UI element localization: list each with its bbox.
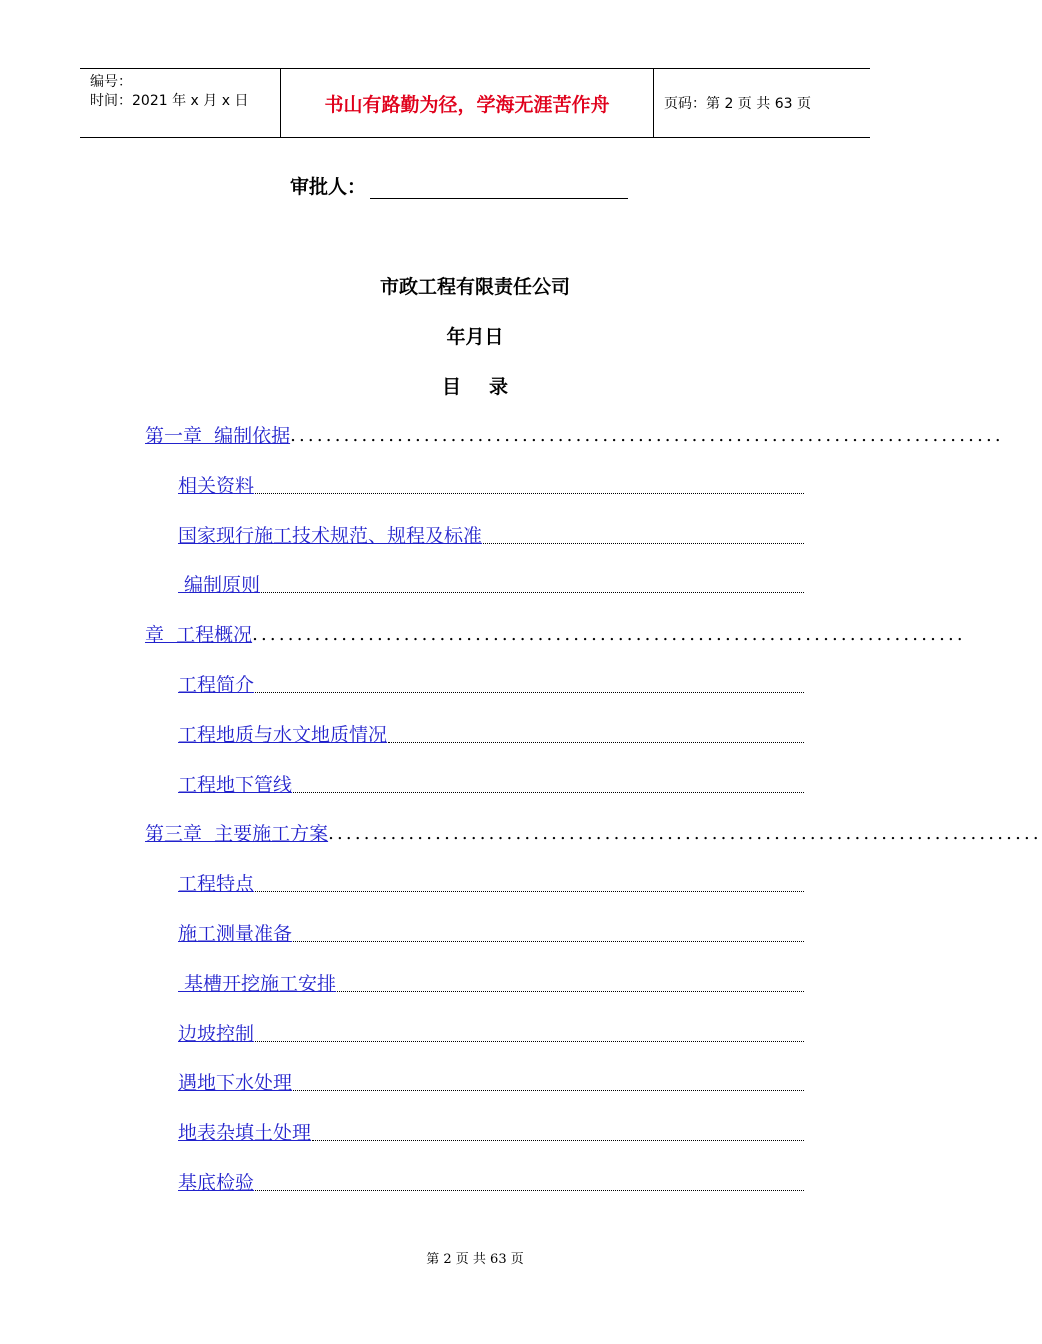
toc-item	[178, 966, 804, 996]
page-header	[80, 68, 870, 138]
toc-link[interactable]: 基槽开挖施工安排	[178, 972, 337, 995]
toc-item	[178, 1115, 804, 1145]
toc-link[interactable]: 遇地下水处理	[178, 1072, 293, 1095]
toc-item	[178, 866, 804, 896]
toc-item	[145, 617, 966, 647]
toc-dot-leader	[312, 1140, 804, 1141]
toc-item	[178, 567, 804, 597]
toc-item	[178, 767, 804, 797]
toc-title: 目录	[441, 376, 536, 398]
toc-link[interactable]: 基底检验	[178, 1172, 255, 1194]
toc-item	[178, 1165, 804, 1195]
toc-link[interactable]: 第三章 主要施工方案	[145, 823, 329, 846]
toc-link[interactable]: 边坡控制	[178, 1022, 255, 1045]
toc-item	[178, 916, 804, 946]
toc-dot-leader	[255, 493, 804, 494]
toc-item	[178, 1065, 804, 1095]
toc-link[interactable]: 第一章 编制依据	[145, 425, 291, 447]
toc-link[interactable]: 工程地质与水文地质情况	[178, 723, 388, 746]
toc-link[interactable]: 国家现行施工技术规范、规程及标准	[178, 524, 483, 547]
toc-link[interactable]: 工程特点	[178, 873, 255, 896]
toc-link[interactable]: 地表杂填土处理	[178, 1122, 312, 1145]
toc-link[interactable]: 相关资料	[178, 474, 255, 497]
toc-dot-leader	[255, 1041, 804, 1042]
toc-dot-leader	[388, 742, 804, 743]
toc-link[interactable]: 施工测量准备	[178, 923, 293, 945]
toc-dot-leader: ................................................................................	[328, 823, 1042, 845]
approver-label: 审批人：	[290, 176, 367, 198]
toc-dot-leader	[255, 1190, 804, 1191]
toc-dot-leader: ................................................................................	[290, 425, 1004, 446]
page-footer: 第 2 页 共 63 页	[426, 1252, 524, 1267]
toc-item	[145, 418, 1004, 448]
toc-link[interactable]: 编制原则	[178, 574, 261, 597]
toc-dot-leader	[483, 543, 804, 544]
doc-number-label: 编号：	[90, 74, 132, 90]
approver-signature-line	[370, 176, 628, 199]
header-motto: 书山有路勤为径，学海无涯苦作舟	[281, 69, 654, 137]
toc-item	[178, 518, 804, 548]
toc-dot-leader: ................................................................................	[252, 624, 966, 646]
toc-link[interactable]: 工程地下管线	[178, 773, 293, 796]
date-line: 年月日	[446, 326, 504, 348]
toc-link[interactable]: 工程简介	[178, 674, 255, 696]
toc-dot-leader	[255, 692, 804, 693]
toc-dot-leader	[255, 891, 804, 892]
toc-dot-leader	[337, 991, 804, 992]
toc-dot-leader	[293, 792, 804, 793]
toc-item	[178, 1016, 804, 1046]
header-page-info: 页码：第 2 页 共 63 页	[664, 96, 811, 112]
toc-link[interactable]: 章 工程概况	[145, 624, 253, 647]
toc-item	[178, 468, 804, 498]
toc-dot-leader	[293, 941, 804, 942]
toc-item	[178, 717, 804, 747]
doc-time-label: 时间：2021 年 x 月 x 日	[90, 93, 249, 109]
company-name: 市政工程有限责任公司	[379, 276, 570, 298]
approver-field	[290, 172, 628, 199]
toc-dot-leader	[293, 1090, 804, 1091]
header-meta	[80, 69, 281, 137]
toc-item	[145, 816, 1042, 846]
toc-dot-leader	[261, 592, 804, 593]
toc-item	[178, 667, 804, 697]
